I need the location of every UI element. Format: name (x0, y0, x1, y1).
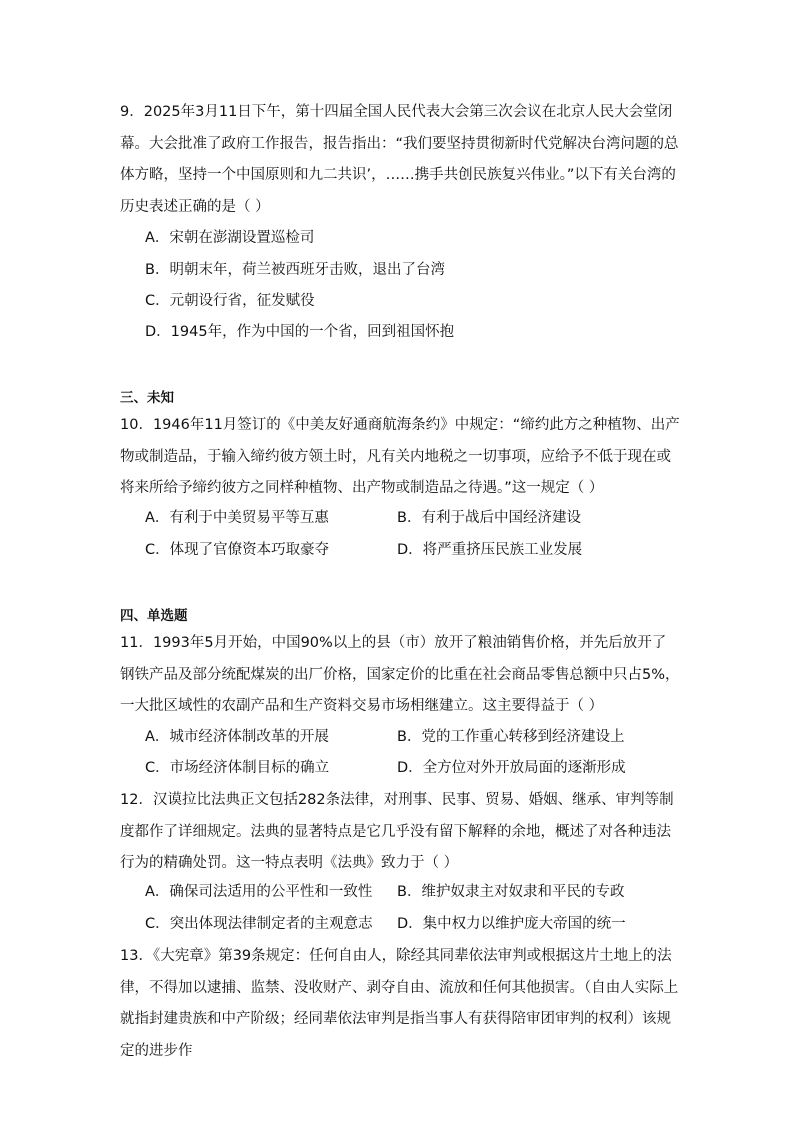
question-12-option-a: A．确保司法适用的公平性和一致性 (145, 884, 373, 900)
question-12-option-c: C．突出体现法律制定者的主观意志 (145, 916, 373, 932)
question-11-option-b: B．党的工作重心转移到经济建设上 (397, 729, 625, 745)
question-11-option-c: C．市场经济体制目标的确立 (145, 760, 330, 776)
question-10-option-b: B．有利于战后中国经济建设 (397, 510, 581, 526)
question-11-option-d: D．全方位对外开放局面的逐渐形成 (397, 760, 626, 776)
question-9-text: 9．2025年3月11日下午，第十四届全国人民代表大会第三次会议在北京人民大会堂闭幕。大会批准了政府工作报告，报告指出：“我们要坚持贯彻新时代党解决台湾问题的总体方略，坚持一个中国原则和九二共识’，……携手共创民族复兴伟业。”以下有关台湾的历史表述正确的是（ ） (120, 104, 679, 215)
section-heading-single-choice: 四、单选题 (120, 608, 188, 624)
question-10-stem (120, 410, 680, 505)
question-12-text: 12．汉谟拉比法典正文包括282条法律，对刑事、民事、贸易、婚姻、继承、审判等制度都作了详细规定。法典的显著特点是它几乎没有留下解释的余地，概述了对各种违法行为的精确处罚。这一特点表明《法典》致力于（ ） (120, 792, 674, 871)
question-11-text: 11．1993年5月开始，中国90%以上的县（市）放开了粮油销售价格，并先后放开了钢铁产品及部分统配煤炭的出厂价格，国家定价的比重在社会商品零售总额中只占5%，一大批区域性的农副产品和生产资料交易市场相继建立。这主要得益于（ ） (120, 635, 680, 714)
question-10-option-a: A．有利于中美贸易平等互惠 (145, 510, 329, 526)
question-12-option-b: B．维护奴隶主对奴隶和平民的专政 (397, 884, 625, 900)
question-10-text: 10．1946年11月签订的《中美友好通商航海条约》中规定：“缔约此方之种植物、出产物或制造品，于输入缔约彼方领土时，凡有关内地税之一切事项，应给予不低于现在或将来所给予缔约彼方之同样种植物、出产物或制造品之待遇。”这一规定（ ） (120, 417, 680, 496)
question-10-option-d: D．将严重挤压民族工业发展 (397, 542, 583, 558)
question-13-stem (120, 941, 680, 1067)
question-12-option-d: D．集中权力以维护庞大帝国的统一 (397, 916, 626, 932)
question-11-option-a: A．城市经济体制改革的开展 (145, 729, 329, 745)
question-11-stem (120, 628, 680, 723)
question-9-option-d: D．1945年，作为中国的一个省，回到祖国怀抱 (145, 324, 455, 340)
question-10-option-c: C．体现了官僚资本巧取豪夺 (145, 542, 330, 558)
question-12-stem (120, 785, 680, 880)
question-9-option-b: B．明朝末年，荷兰被西班牙击败，退出了台湾 (145, 262, 445, 278)
section-heading-unknown: 三、未知 (120, 390, 174, 406)
question-9-stem (120, 97, 680, 223)
question-13-text: 13．《大宪章》第39条规定：任何自由人，除经其同辈依法审判或根据这片土地上的法律，不得加以逮捕、监禁、没收财产、剥夺自由、流放和任何其他损害。（自由人实际上就指封建贵族和中产阶级；经同辈依法审判是指当事人有获得陪审团审判的权利）该规定的进步作 (120, 948, 679, 1059)
question-9-option-c: C．元朝设行省，征发赋役 (145, 293, 315, 309)
question-9-option-a: A．宋朝在澎湖设置巡检司 (145, 230, 315, 246)
